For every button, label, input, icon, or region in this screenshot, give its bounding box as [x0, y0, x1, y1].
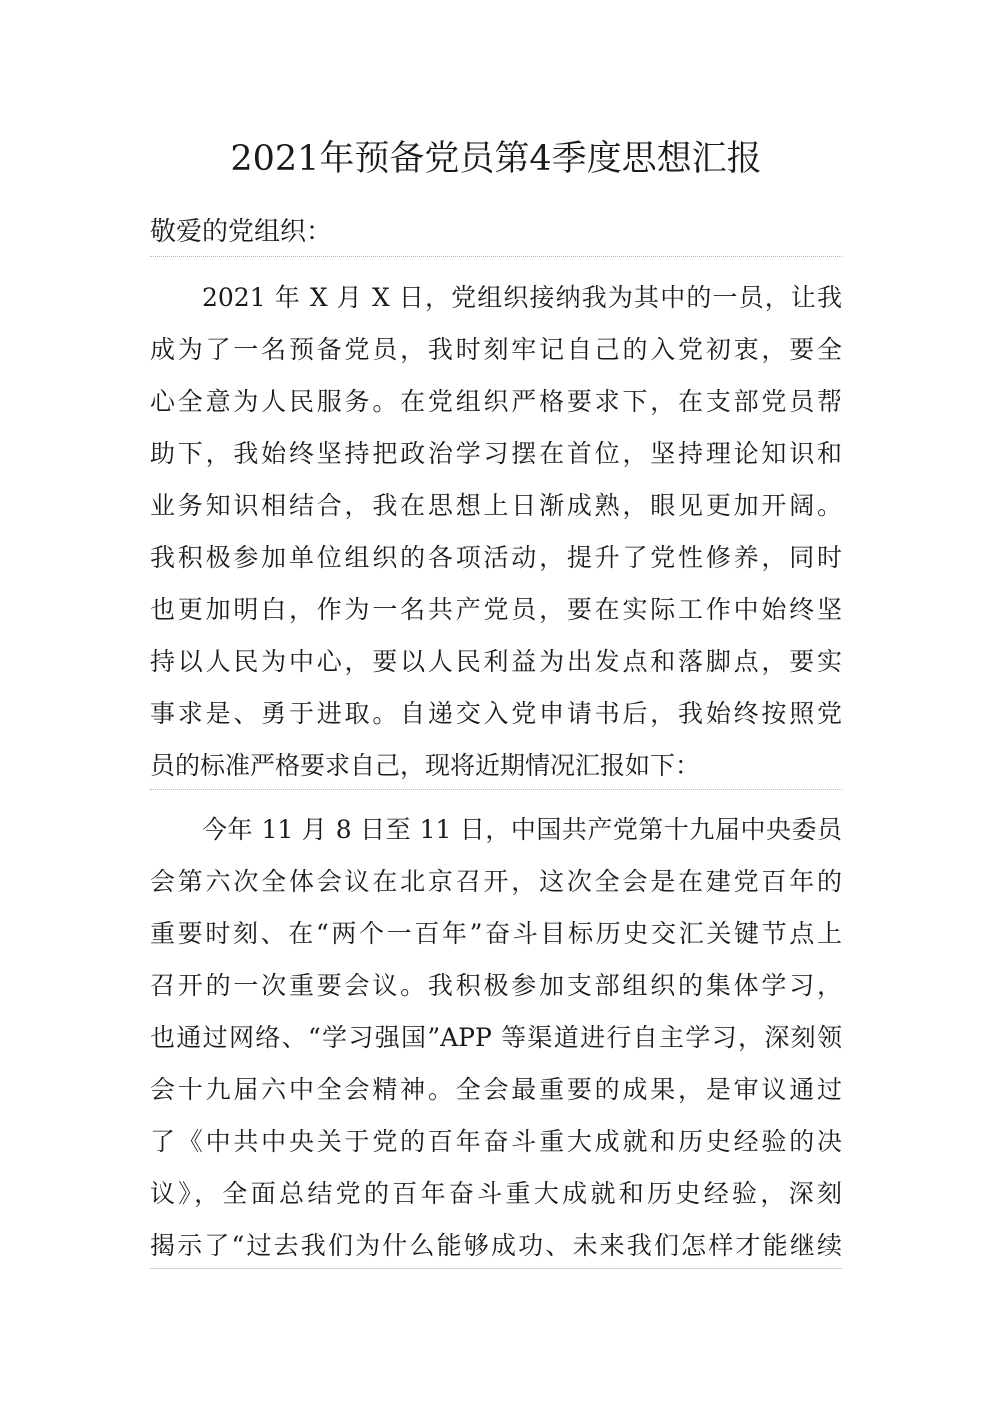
line-text: 也通过网络、“学习强国”APP 等渠道进行自主学习，深刻领 — [150, 1023, 842, 1052]
paragraph-line — [150, 1220, 842, 1272]
line-text: 2021 年 X 月 X 日，党组织接纳我为其中的一员，让我 — [202, 283, 842, 312]
document-title: 2021年预备党员第4季度思想汇报 — [230, 139, 762, 179]
line-text: 助下，我始终坚持把政治学习摆在首位，坚持理论知识和 — [150, 439, 842, 468]
line-text: 召开的一次重要会议。我积极参加支部组织的集体学习， — [150, 971, 842, 1000]
line-text: 重要时刻、在“两个一百年”奋斗目标历史交汇关键节点上 — [150, 919, 842, 948]
paragraph-line — [150, 804, 842, 856]
paragraph-line — [150, 584, 842, 636]
paragraph-line — [150, 636, 842, 688]
paragraph-1 — [150, 272, 842, 792]
line-text: 会第六次全体会议在北京召开，这次全会是在建党百年的 — [150, 867, 842, 896]
line-text: 心全意为人民服务。在党组织严格要求下，在支部党员帮 — [150, 387, 842, 416]
paragraph-line — [150, 480, 842, 532]
salutation: 敬爱的党组织： — [150, 217, 333, 247]
paragraph-line — [150, 376, 842, 428]
line-text: 持以人民为中心，要以人民利益为出发点和落脚点，要实 — [150, 647, 842, 676]
line-text: 我积极参加单位组织的各项活动，提升了党性修养，同时 — [150, 543, 842, 572]
line-text: 也更加明白，作为一名共产党员，要在实际工作中始终坚 — [150, 595, 842, 624]
page-bottom-divider — [150, 1268, 842, 1269]
line-text: 会十九届六中全会精神。全会最重要的成果，是审议通过 — [150, 1075, 842, 1104]
line-text: 揭示了“过去我们为什么能够成功、未来我们怎样才能继续 — [150, 1231, 842, 1260]
paragraph-line — [150, 1116, 842, 1168]
paragraph-line — [150, 688, 842, 740]
paragraph-line — [150, 1168, 842, 1220]
paragraph-line — [150, 532, 842, 584]
line-text: 议》，全面总结党的百年奋斗重大成就和历史经验，深刻 — [150, 1179, 842, 1208]
paragraph-line — [150, 1064, 842, 1116]
paragraph-line — [150, 428, 842, 480]
paragraph-line — [150, 740, 842, 792]
line-text: 了《中共中央关于党的百年奋斗重大成就和历史经验的决 — [150, 1127, 842, 1156]
paragraph-line — [150, 272, 842, 324]
line-text: 今年 11 月 8 日至 11 日，中国共产党第十九届中央委员 — [202, 815, 842, 844]
paragraph-line — [150, 908, 842, 960]
section-divider — [150, 789, 842, 790]
paragraph-line — [150, 324, 842, 376]
paragraph-2 — [150, 804, 842, 1272]
line-text: 事求是、勇于进取。自递交入党申请书后，我始终按照党 — [150, 699, 842, 728]
section-divider — [150, 256, 842, 257]
paragraph-line — [150, 960, 842, 1012]
paragraph-line — [150, 1012, 842, 1064]
line-text: 业务知识相结合，我在思想上日渐成熟，眼见更加开阔。 — [150, 491, 842, 520]
line-text: 成为了一名预备党员，我时刻牢记自己的入党初衷，要全 — [150, 335, 842, 364]
paragraph-line — [150, 856, 842, 908]
line-text: 员的标准严格要求自己，现将近期情况汇报如下： — [150, 751, 701, 780]
